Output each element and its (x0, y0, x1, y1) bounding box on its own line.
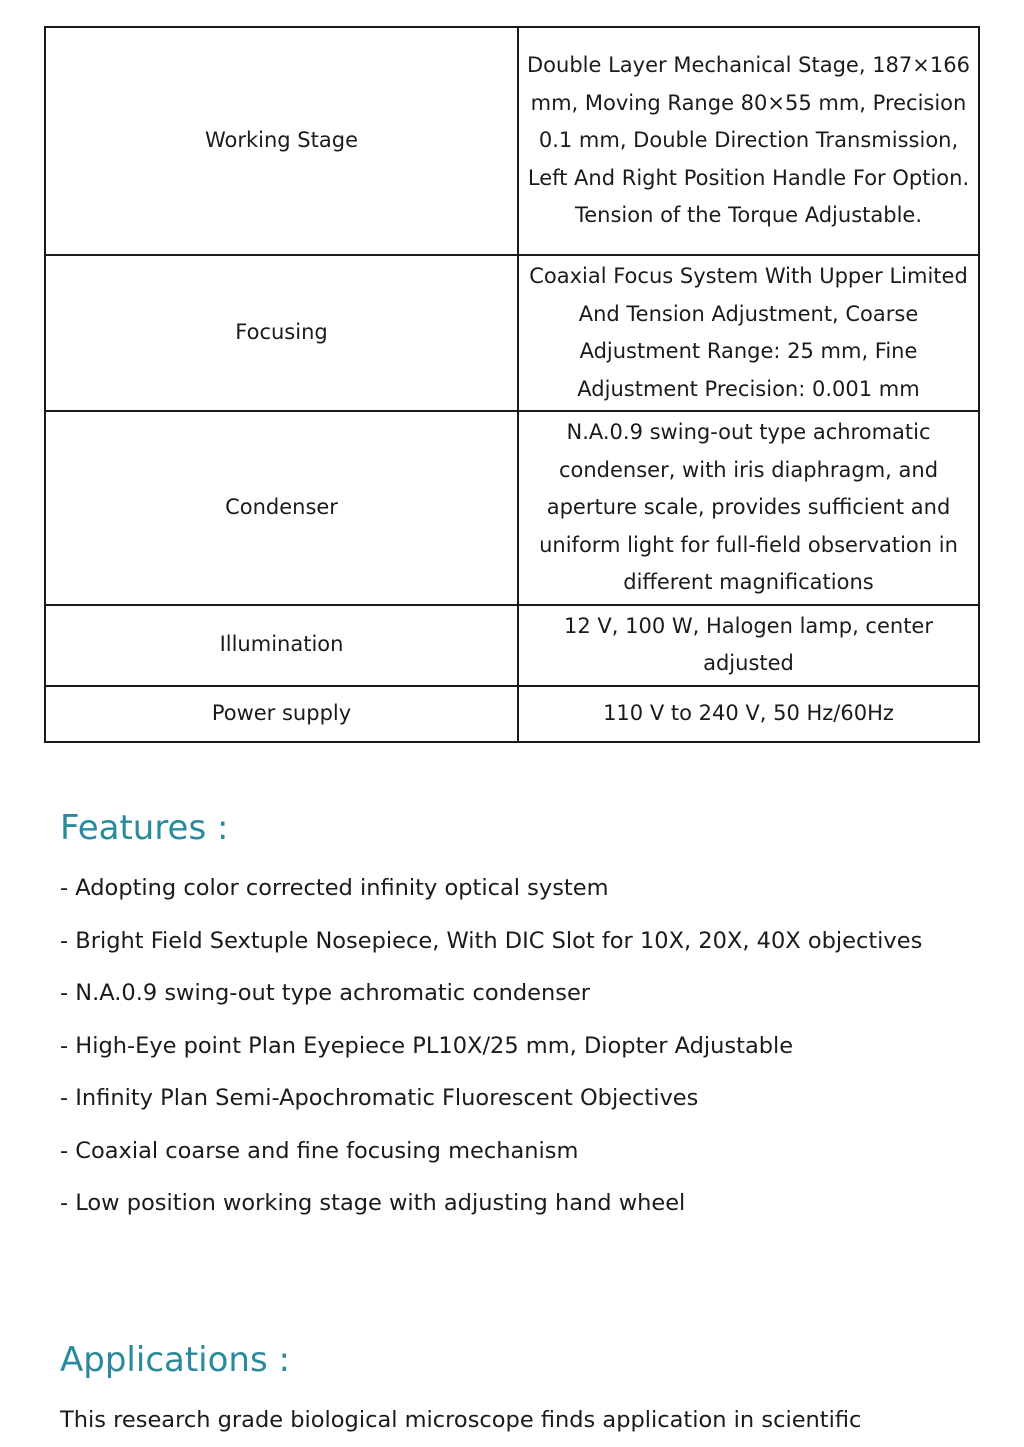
spec-row-power-supply (45, 686, 979, 742)
applications-paragraph: This research grade biological microscope finds application in scientific (60, 1407, 862, 1433)
spec-value: 110 V to 240 V, 50 Hz/60Hz (518, 686, 979, 742)
spec-value: 12 V, 100 W, Halogen lamp, center adjusted (518, 605, 979, 686)
features-list (60, 866, 940, 1234)
feature-item: - Low position working stage with adjusting hand wheel (60, 1190, 686, 1216)
spec-row-working-stage (45, 27, 979, 255)
spec-label: Condenser (45, 411, 518, 605)
spec-label: Focusing (45, 255, 518, 411)
feature-item: - Adopting color corrected infinity optical system (60, 875, 609, 901)
feature-item: - Infinity Plan Semi-Apochromatic Fluorescent Objectives (60, 1085, 699, 1111)
spec-row-focusing (45, 255, 979, 411)
spec-label: Working Stage (45, 27, 518, 255)
spec-row-illumination (45, 605, 979, 686)
spec-row-condenser (45, 411, 979, 605)
feature-item: - N.A.0.9 swing-out type achromatic condenser (60, 980, 591, 1006)
spec-label: Illumination (45, 605, 518, 686)
spec-value: N.A.0.9 swing-out type achromatic condenser, with iris diaphragm, and aperture scale, provides sufficient and uniform light for full-field observation in different magnifications (518, 411, 979, 605)
spec-label: Power supply (45, 686, 518, 742)
feature-item: - High-Eye point Plan Eyepiece PL10X/25 mm, Diopter Adjustable (60, 1032, 794, 1059)
spec-value: Coaxial Focus System With Upper Limited And Tension Adjustment, Coarse Adjustment Range: 25 mm, Fine Adjustment Precision: 0.001 mm (518, 255, 979, 411)
features-heading: Features : (60, 808, 229, 848)
specifications-table (44, 26, 980, 743)
applications-heading: Applications : (60, 1340, 290, 1380)
feature-item: - Coaxial coarse and fine focusing mechanism (60, 1137, 579, 1164)
spec-value: Double Layer Mechanical Stage, 187×166 mm, Moving Range 80×55 mm, Precision 0.1 mm, Double Direction Transmission, Left And Right Position Handle For Option. Tension of the Torque Adjustable. (518, 27, 979, 255)
feature-item: - Bright Field Sextuple Nosepiece, With DIC Slot for 10X, 20X, 40X objectives (60, 927, 923, 954)
